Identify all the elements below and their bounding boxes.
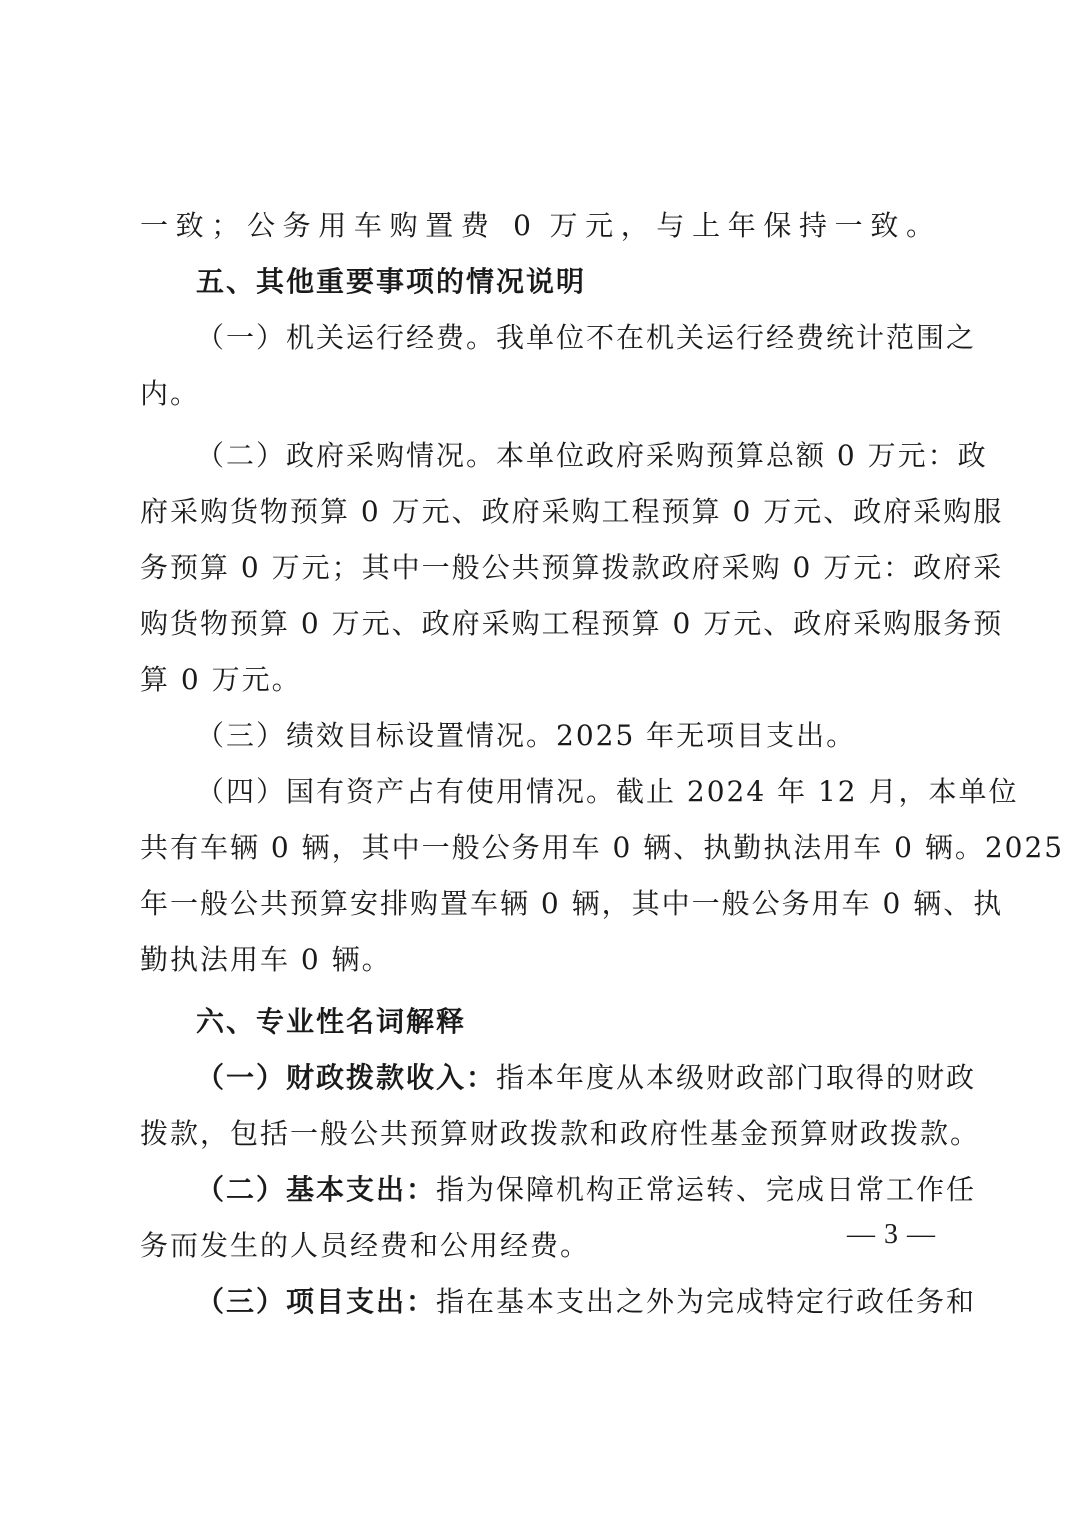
paragraph-line: （四）国有资产占有使用情况。截止 2024 年 12 月，本单位 (196, 775, 1019, 808)
paragraph-line: 年一般公共预算安排购置车辆 0 辆，其中一般公务用车 0 辆、执 (140, 887, 1004, 920)
paragraph-line: 购货物预算 0 万元、政府采购工程预算 0 万元、政府采购服务预 (140, 607, 1004, 640)
paragraph-line: 务预算 0 万元；其中一般公共预算拨款政府采购 0 万元：政府采 (140, 551, 1004, 584)
item-label: （二）政府采购情况。 (196, 439, 497, 472)
paragraph-line: 拨款，包括一般公共预算财政拨款和政府性基金预算财政拨款。 (140, 1117, 981, 1150)
paragraph-line: （三）项目支出：指在基本支出之外为完成特定行政任务和 (196, 1285, 977, 1318)
paragraph-line: （二）基本支出：指为保障机构正常运转、完成日常工作任 (196, 1173, 977, 1206)
paragraph-line: 一致；公务用车购置费 0 万元，与上年保持一致。 (140, 209, 936, 242)
paragraph-line: （一）财政拨款收入：指本年度从本级财政部门取得的财政 (196, 1061, 977, 1094)
term-label: （二）基本支出： (196, 1173, 437, 1206)
item-label: （四）国有资产占有使用情况。 (196, 775, 617, 808)
section-heading-other-matters: 五、其他重要事项的情况说明 (196, 265, 587, 298)
paragraph-line: 算 0 万元。 (140, 663, 302, 696)
paragraph-line: 勤执法用车 0 辆。 (140, 943, 392, 976)
document-body (140, 198, 1065, 1330)
section-heading-terms: 六、专业性名词解释 (196, 1005, 467, 1038)
paragraph-line: （三）绩效目标设置情况。2025 年无项目支出。 (196, 719, 857, 752)
term-label: （三）项目支出： (196, 1285, 437, 1318)
item-label: （一）机关运行经费。 (196, 321, 497, 354)
paragraph-line: 共有车辆 0 辆，其中一般公务用车 0 辆、执勤执法用车 0 辆。2025 (140, 831, 1065, 864)
item-label: （三）绩效目标设置情况。 (196, 719, 557, 752)
page-number: — 3 — (847, 1219, 936, 1250)
paragraph-line: （一）机关运行经费。我单位不在机关运行经费统计范围之 (196, 321, 977, 354)
paragraph-line: 务而发生的人员经费和公用经费。 (140, 1229, 591, 1262)
paragraph-line: （二）政府采购情况。本单位政府采购预算总额 0 万元：政 (196, 439, 988, 472)
term-label: （一）财政拨款收入： (196, 1061, 497, 1094)
paragraph-line: 府采购货物预算 0 万元、政府采购工程预算 0 万元、政府采购服 (140, 495, 1004, 528)
paragraph-line: 内。 (140, 377, 201, 410)
